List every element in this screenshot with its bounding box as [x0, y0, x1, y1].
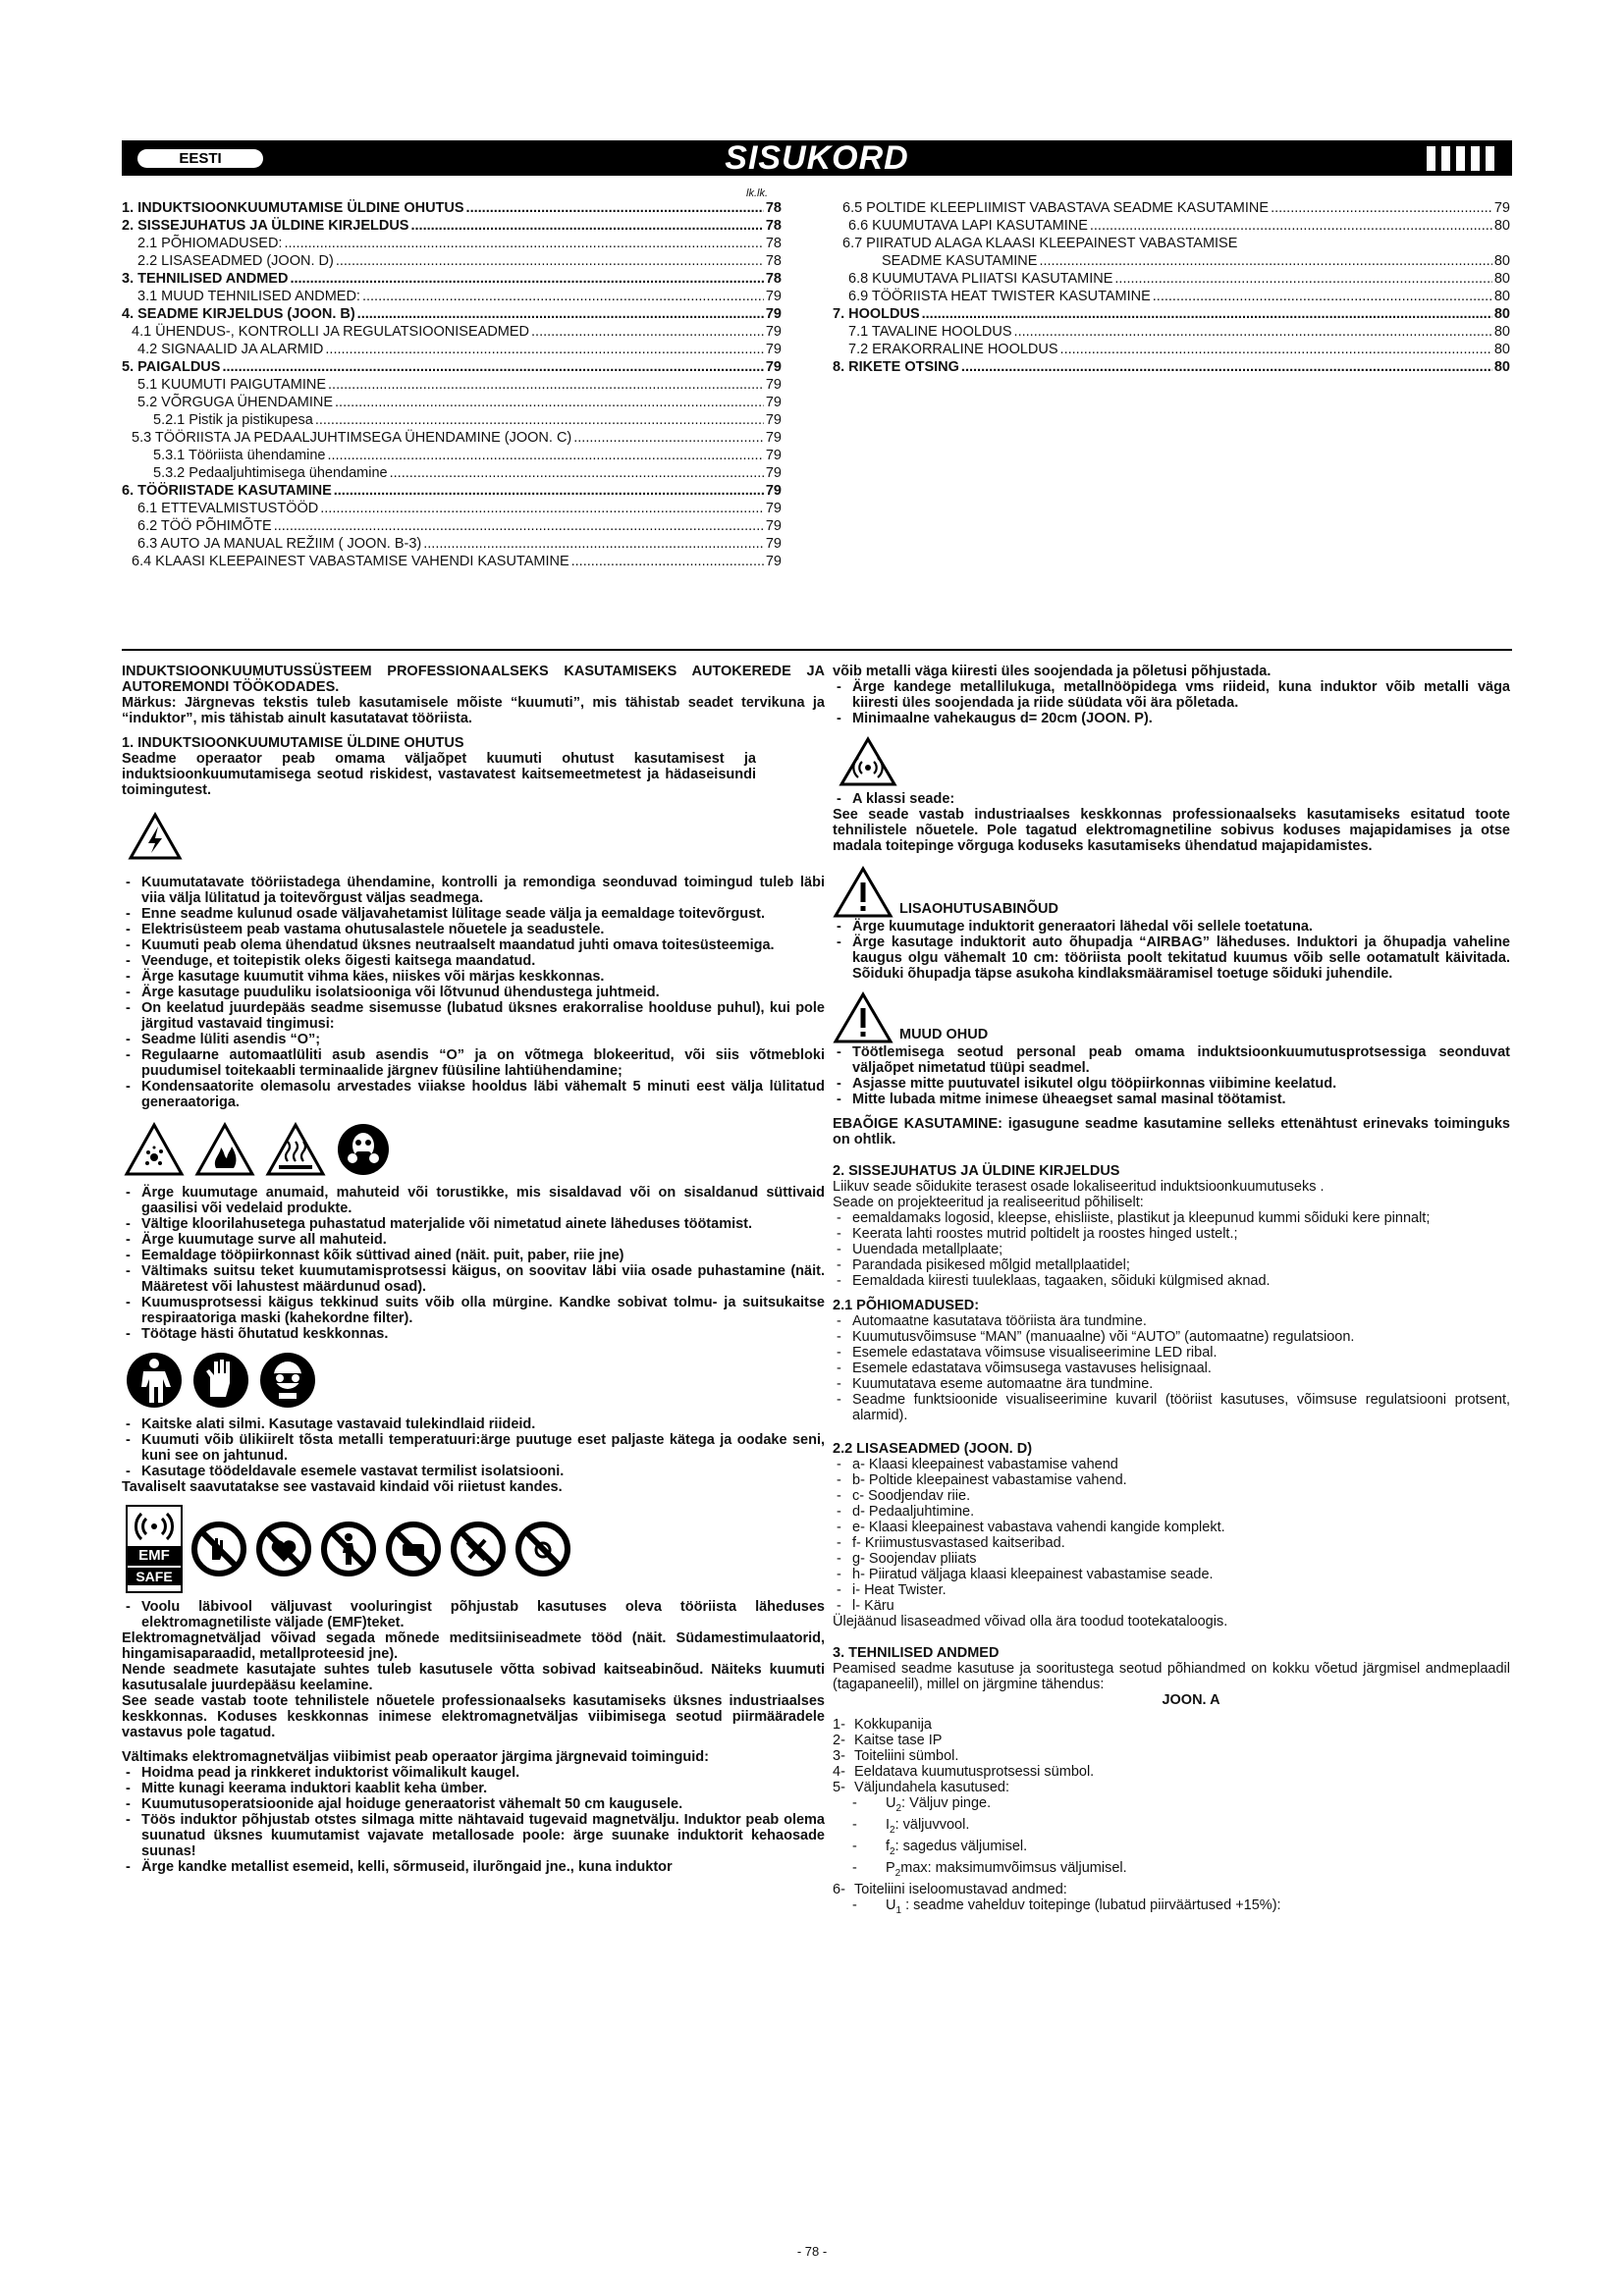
list-item: - Minimaalne vahekaugus d= 20cm (JOON. P).: [833, 711, 1510, 726]
list-item: - f- Kriimustusvastased kaitseribad.: [833, 1535, 1510, 1551]
toc-leader-dots: [334, 482, 764, 500]
toc-entry: [833, 199, 1510, 217]
symbol-subscript: 2: [894, 1867, 901, 1879]
list-item: - Vältige kloorilahusetega puhastatud materjalide või nimetatud ainete läheduses töötamist.: [122, 1216, 825, 1232]
sub-list-item: [833, 1897, 1510, 1919]
list-item: - g- Soojendav pliiats: [833, 1551, 1510, 1567]
item-number: 2-: [833, 1733, 845, 1748]
hot-surface-hazard-icon: [265, 1122, 326, 1177]
toc-entry-title: 5.1 KUUMUTI PAIGUTAMINE: [137, 377, 327, 393]
toc-entry-title: 2.2 LISASEADMED (JOON. D): [137, 253, 334, 269]
list-item: - Esemele edastatava võimsusega vastavuses helisignaal.: [833, 1361, 1510, 1376]
toc-entry-page: 79: [765, 306, 782, 322]
header-bars-decoration: [1427, 146, 1494, 171]
list-item: - Töös induktor põhjustab otstes silmaga mitte nähtavaid tugevaid magnetvälju. Induktor peab olema suunatud üksnes kuumutamist vajavate metallosade poole: ärge suunake induktorit kehaosade suunas!: [122, 1812, 825, 1859]
toc-entry-title: SEADME KASUTAMINE: [882, 253, 1038, 269]
toc-entry-page: 79: [765, 324, 782, 340]
language-label: EESTI: [137, 149, 263, 168]
section-3-title: 3. TEHNILISED ANDMED: [833, 1645, 1000, 1661]
protective-clothing-icon: [126, 1352, 183, 1409]
list-item: - Kasutage töödeldavale esemele vastavat termilist isolatsiooni.: [122, 1464, 825, 1479]
list-item: - Mitte lubada mitme inimese üheaegset samal masinal töötamist.: [833, 1092, 1510, 1107]
toc-entry-title: 2. SISSEJUHATUS JA ÜLDINE KIRJELDUS: [122, 218, 409, 234]
toc-entry: [833, 305, 1510, 323]
list-item: - Regulaarne automaatlüliti asub asendis “O” ja on võtmega blokeeritud, või siis võtmebloki puudumisel toitekaabli terminaalide järgnev füüsiline lahtiühendamine;: [122, 1047, 825, 1079]
toc-entry-title: 3. TEHNILISED ANDMED: [122, 271, 289, 287]
toc-leader-dots: [328, 376, 764, 394]
toc-entry-title: 4. SEADME KIRJELDUS (JOON. B): [122, 306, 355, 322]
toc-entry: [833, 235, 1510, 252]
toc-entry: [122, 482, 782, 500]
no-pacemaker-icon: [255, 1521, 312, 1577]
toc-entry-title: 6.1 ETTEVALMISTUSTÖÖD: [137, 501, 319, 516]
rating-plate-list: [833, 1717, 1510, 1918]
toc-leader-dots: [571, 553, 764, 570]
symbol: U: [886, 1896, 896, 1913]
list-item: - h- Piiratud väljaga klaasi kleepainest vabastamise seade.: [833, 1567, 1510, 1582]
toc-entry-page: 80: [1493, 271, 1510, 287]
list-item: - Kuumutatavate tööriistadega ühendamine, kontrolli ja remondiga seonduvad toimingud tuleb läbi viia välja lülitatud ja toitevõrgust väljas seadmega.: [122, 875, 825, 906]
toc-entry: [122, 500, 782, 517]
list-item: - c- Soodjendav riie.: [833, 1488, 1510, 1504]
toc-entry: [833, 288, 1510, 305]
toc-entry-page: 79: [765, 342, 782, 357]
sub-list-item: [833, 1860, 1510, 1882]
toc-entry-title: 2.1 PÕHIOMADUSED:: [137, 236, 283, 251]
symbol: I: [886, 1816, 891, 1833]
toc-entry: [833, 217, 1510, 235]
toc-entry-title: 5.2.1 Pistik ja pistikupesa: [153, 412, 313, 428]
symbol: U: [886, 1795, 896, 1811]
right-text-column: [833, 664, 1510, 1918]
emf-label: EMF: [128, 1546, 181, 1566]
list-item: - Kuumutatava eseme automaatne ära tundmine.: [833, 1376, 1510, 1392]
toc-entry-page: 79: [765, 395, 782, 410]
list-item: - Automaatne kasutatava tööriista ära tundmine.: [833, 1313, 1510, 1329]
list-item: - Ärge kasutage kuumutit vihma käes, niiskes või märjas keskkonnas.: [122, 969, 825, 985]
toc-entry-page: 79: [765, 430, 782, 446]
toc-entry-page: 78: [765, 200, 782, 216]
list-item: - Ärge kandke metallist esemeid, kelli, sõrmuseid, ilurõngaid jne., kuna induktor: [122, 1859, 825, 1875]
list-item: - e- Klaasi kleepainest vabastava vahendi kangide komplekt.: [833, 1520, 1510, 1535]
item-text: Kokkupanija: [854, 1717, 932, 1733]
item-text: : Väljuv pinge.: [901, 1795, 992, 1811]
toc-entry-page: 79: [765, 518, 782, 534]
list-item: - Hoidma pead ja rinkkeret induktorist võimalikult kaugel.: [122, 1765, 825, 1781]
toc-entry-page: 80: [1493, 306, 1510, 322]
section-2-1-title: 2.1 PÕHIOMADUSED:: [833, 1298, 980, 1313]
item-text: : väljuvvool.: [894, 1816, 970, 1833]
toc-leader-dots: [961, 358, 1492, 376]
toc-leader-dots: [1090, 217, 1492, 235]
features-list: [833, 1313, 1510, 1423]
improper-use-text: EBAÕIGE KASUTAMINE: igasugune seadme kasutamine selleks ettenähtust erinevaks toiminguks on ohtlik.: [833, 1116, 1510, 1148]
toc-entry: [122, 217, 782, 235]
fire-safety-list: [122, 1185, 825, 1342]
toc-leader-dots: [1060, 341, 1492, 358]
list-item: - Elektrisüsteem peab vastama ohutusalastele nõuetele ja seadustele.: [122, 922, 825, 937]
no-watches-icon: [385, 1521, 442, 1577]
toc-entry-page: 79: [765, 501, 782, 516]
list-item: - Keerata lahti roostes mutrid poltidelt ja roostes hinged ustelt.;: [833, 1226, 1510, 1242]
explosion-hazard-icon: [124, 1122, 185, 1177]
item-number: 1-: [833, 1717, 845, 1733]
list-item: [833, 1780, 1510, 1795]
toc-entry-title: 6.5 POLTIDE KLEEPLIIMIST VABASTAVA SEADME KASUTAMINE: [842, 200, 1270, 216]
toc-entry: [122, 394, 782, 411]
continued-text: võib metalli väga kiiresti üles soojendada ja põletusi põhjustada.: [833, 664, 1272, 679]
list-item: - Kaitske alati silmi. Kasutage vastavaid tulekindlaid riideid.: [122, 1416, 825, 1432]
item-text: Toiteliini iseloomustavad andmed:: [854, 1881, 1067, 1897]
toc-entry: [122, 464, 782, 482]
list-item: - Mitte kunagi keerama induktori kaablit keha ümber.: [122, 1781, 825, 1796]
emf-safe-icon: [126, 1505, 183, 1593]
toc-leader-dots: [315, 411, 764, 429]
toc-leader-dots: [327, 447, 763, 464]
toc-leader-dots: [573, 429, 764, 447]
left-text-column: [122, 664, 825, 1875]
list-item: [833, 1717, 1510, 1733]
list-item: - Kuumuti võib ülikiirelt tõsta metalli temperatuuri:ärge puutuge eset paljaste kätega ja oodake seni, kuni see on jahtunud.: [122, 1432, 825, 1464]
safety-goggles-icon: [259, 1352, 316, 1409]
toc-entry-page: 78: [765, 236, 782, 251]
list-item: - Uuendada metallplaate;: [833, 1242, 1510, 1257]
list-item: [833, 1764, 1510, 1780]
toc-leader-dots: [357, 305, 764, 323]
toc-leader-dots: [1114, 270, 1491, 288]
sub-list-item: [833, 1817, 1510, 1839]
toc-entry-title: 6. TÖÖRIISTADE KASUTAMINE: [122, 483, 332, 499]
list-item: - Seadme lüliti asendis “O”;: [122, 1032, 825, 1047]
toc-entry-title: 6.6 KUUMUTAVA LAPI KASUTAMINE: [848, 218, 1088, 234]
section-header-bar: [122, 140, 1512, 176]
toc-entry: [122, 411, 782, 429]
toc-entry-title: 5.3 TÖÖRIISTA JA PEDAALJUHTIMSEGA ÜHENDAMINE (JOON. C): [132, 430, 572, 446]
list-item: - Kuumuti peab olema ühendatud üksnes neutraalselt maandatud juhti omava toitesüsteemiga.: [122, 937, 825, 953]
toc-entry-page: 80: [1493, 359, 1510, 375]
list-item: - Kondensaatorite olemasolu arvestades viiakse hooldus läbi vähemalt 5 minuti eest välja lülitatud generaatoriga.: [122, 1079, 825, 1110]
toc-entry-page: 79: [765, 465, 782, 481]
no-tools-icon: [450, 1521, 507, 1577]
toc-leader-dots: [1014, 323, 1492, 341]
flammable-hazard-icon: [194, 1122, 255, 1177]
item-text: Toiteliini sümbol.: [854, 1748, 959, 1764]
respirator-mask-icon: [336, 1122, 391, 1177]
caution-icon: [833, 866, 893, 919]
toc-entry-page: 79: [765, 377, 782, 393]
toc-entry: [122, 252, 782, 270]
toc-entry-page: 79: [1493, 200, 1510, 216]
intro-note: Märkus: Järgnevas tekstis tuleb kasutamisele mõiste “kuumuti”, mis tähistab seadet tervikuna ja “induktor”, mis tähistab ainult kasutatavat tööriista.: [122, 695, 825, 726]
section-1-title: 1. INDUKTSIOONKUUMUTAMISE ÜLDINE OHUTUS: [122, 735, 464, 751]
list-item: - d- Pedaaljuhtimine.: [833, 1504, 1510, 1520]
emf-safe-label: SAFE: [128, 1568, 181, 1585]
toc-entry: [833, 252, 1510, 270]
toc-entry-title: 3.1 MUUD TEHNILISED ANDMED:: [137, 289, 360, 304]
no-metal-implants-icon: [320, 1521, 377, 1577]
emf-precautions-list: [122, 1765, 825, 1875]
toc-entry: [122, 288, 782, 305]
symbol: P: [886, 1859, 895, 1876]
list-item: - Töötage hästi õhutatud keskkonnas.: [122, 1326, 825, 1342]
radio-waves-hazard-icon: [839, 736, 897, 787]
caution-icon: [833, 991, 893, 1044]
list-item: - Töötlemisega seotud personal peab omama induktsioonkuumutusprotsessiga seonduvat väljaõpet nimetatud tüüpi seadmel.: [833, 1044, 1510, 1076]
toc-entry-page: 79: [765, 359, 782, 375]
toc-entry-page: 79: [765, 289, 782, 304]
section-2-list: [833, 1210, 1510, 1289]
list-item: - On keelatud juurdepääs seadme sisemusse (lubatud üksnes erakorralise hoolduse puhul), kui pole järgitud vastavaid tingimusi:: [122, 1000, 825, 1032]
toc-entry-title: 5. PAIGALDUS: [122, 359, 221, 375]
toc-entry: [122, 429, 782, 447]
protective-gloves-icon: [192, 1352, 249, 1409]
list-item: - Ärge kuumutage induktorit generaatori lähedal või sellele toetatuna.: [833, 919, 1510, 934]
figure-a-label: JOON. A: [1162, 1692, 1220, 1708]
toc-entry: [122, 535, 782, 553]
item-text: Väljundahela kasutused:: [854, 1780, 1010, 1795]
emf-paragraph-1: Elektromagnetväljad võivad segada mõnede meditsiiniseadmete tööd (näit. Südamestimulaatorid, hingamisaparaadid, metallproteesid jne).: [122, 1630, 825, 1662]
ppe-note: Tavaliselt saavutatakse see vastavaid kindaid või riietust kandes.: [122, 1479, 563, 1495]
toc-entry-title: 5.3.1 Tööriista ühendamine: [153, 448, 326, 463]
item-number: 5-: [833, 1780, 845, 1795]
item-number: 4-: [833, 1764, 845, 1780]
electrical-safety-list: [122, 875, 825, 1110]
list-item: - Esemele edastatava võimsuse visualiseerimine LED ribal.: [833, 1345, 1510, 1361]
emf-paragraph-4: Vältimaks elektromagnetväljas viibimist peab operaator järgima järgnevaid toiminguid:: [122, 1749, 709, 1765]
toc-entry: [833, 341, 1510, 358]
list-item: - b- Poltide kleepainest vabastamise vahend.: [833, 1472, 1510, 1488]
toc-leader-dots: [466, 199, 764, 217]
class-a-title: - A klassi seade:: [833, 791, 1510, 807]
toc-leader-dots: [1271, 199, 1492, 217]
toc-entry-title: 4.2 SIGNAALID JA ALARMID: [137, 342, 324, 357]
list-item: - Ärge kasutage induktorit auto õhupadja “AIRBAG” läheduses. Induktori ja õhupadja vaheline kaugus olgu vähemalt 10 cm: tööriista poolt tekitatud kuumus võib selle ootamatult käivitada. Sõiduki õhupadja täpse asukoha kindlaksmääramisel toetuge sõiduki juhendile.: [833, 934, 1510, 982]
toc-entry-page: 78: [765, 253, 782, 269]
toc-entry-title: 7.2 ERAKORRALINE HOOLDUS: [848, 342, 1058, 357]
section-1-text: Seadme operaator peab omama väljaõpet kuumuti ohutust kasutamisest ja induktsioonkuumutamisega seotud riskidest, vastavatest kaitsemeetmetest ja hädaseisundi toimingutest.: [122, 751, 756, 798]
toc-entry-page: 80: [1493, 289, 1510, 304]
extra-precautions-title: LISAOHUTUSABINÕUD: [899, 901, 1058, 917]
toc-entry: [122, 270, 782, 288]
toc-entry-title: 6.7 PIIRATUD ALAGA KLAASI KLEEPAINEST VABASTAMISE: [842, 236, 1238, 251]
list-item: - Kuumusprotsessi käigus tekkinud suits võib olla mürgine. Kandke sobivat tolmu- ja suitsukaitse respiraatoriga maski (kahekordne filter).: [122, 1295, 825, 1326]
list-item: - a- Klaasi kleepainest vabastamise vahend: [833, 1457, 1510, 1472]
toc-entry-title: 7. HOOLDUS: [833, 306, 920, 322]
symbol-subscript: 2: [895, 1802, 902, 1814]
list-item: - Vältimaks suitsu teket kuumutamisprotsessi käigus, on soovitav läbi viia osade puhastamine (näit. Määretest või lahustest määrdunud osad).: [122, 1263, 825, 1295]
toc-entry: [833, 323, 1510, 341]
item-text: Kaitse tase IP: [854, 1733, 943, 1748]
electric-hazard-icon: [128, 812, 183, 861]
section-2-paragraph-1: Liikuv seade sõidukite terasest osade lokaliseeritud induktsioonkuumutuseks .: [833, 1179, 1325, 1195]
symbol-subscript: 1: [895, 1904, 902, 1916]
emf-paragraph-2: Nende seadmete kasutajate suhtes tuleb kasutusele võtta sobivad kaitseabinõud. Näiteks kuumuti kasutusalale juurdepääsu keelamine.: [122, 1662, 825, 1693]
toc-entry-page: 78: [765, 271, 782, 287]
page-title: SISUKORD: [725, 139, 909, 177]
list-item: - Ärge kuumutage anumaid, mahuteid või torustikke, mis sisaldavad või on sisaldanud süttivaid gaasilisi või vedelaid produkte.: [122, 1185, 825, 1216]
toc-entry-title: 6.9 TÖÖRIISTA HEAT TWISTER KASUTAMINE: [848, 289, 1151, 304]
other-hazards-list: [833, 1044, 1510, 1107]
toc-entry-page: 79: [765, 412, 782, 428]
accessories-note: Ülejäänud lisaseadmed võivad olla ära toodud tootekataloogis.: [833, 1614, 1228, 1629]
list-item: - i- Heat Twister.: [833, 1582, 1510, 1598]
section-divider: [122, 649, 1512, 651]
list-item: - Veenduge, et toitepistik oleks õigesti kaitsega maandatud.: [122, 953, 825, 969]
toc-entry: [122, 235, 782, 252]
list-item: - Enne seadme kulunud osade väljavahetamist lülitage seade välja ja eemaldage toitevõrgust.: [122, 906, 825, 922]
toc-leader-dots: [423, 535, 764, 553]
list-item: - eemaldamaks logosid, kleepse, ehisliiste, plastikut ja kleepunud kummi sõiduki kere pinnalt;: [833, 1210, 1510, 1226]
radio-waves-icon: [132, 1507, 177, 1546]
list-item: - Parandada pisikesed mõlgid metallplaatidel;: [833, 1257, 1510, 1273]
item-text: Eeldatava kuumutusprotsessi sümbol.: [854, 1764, 1095, 1780]
toc-entry-page: 79: [765, 554, 782, 569]
emf-paragraph-3: See seade vastab toote tehnilistele nõuetele professionaalseks kasutamiseks üksnes industriaalses keskkonnas. Koduses keskkonnas inimese elektromagnetväljas viibimisega seotud piirmääradele vastavus pole tagatud.: [122, 1693, 825, 1740]
toc-entry: [122, 341, 782, 358]
toc-leader-dots: [325, 341, 763, 358]
item-text: : seadme vahelduv toitepinge (lubatud piirväärtused +15%):: [901, 1896, 1281, 1913]
toc-entry-page: 80: [1493, 342, 1510, 357]
toc-entry: [122, 517, 782, 535]
section-2-paragraph-2: Seade on projekteeritud ja realiseeritud põhiliselt:: [833, 1195, 1144, 1210]
toc-entry: [122, 305, 782, 323]
symbol: f: [886, 1838, 891, 1854]
item-text: max: maksimumvõimsus väljumisel.: [900, 1859, 1127, 1876]
toc-entry-page: 80: [1493, 253, 1510, 269]
no-jewelry-icon: [514, 1521, 571, 1577]
toc-entry-page: 80: [1493, 218, 1510, 234]
list-item: - Kuumutusvõimsuse “MAN” (manuaalne) või “AUTO” (automaatne) regulatsioon.: [833, 1329, 1510, 1345]
toc-entry: [122, 358, 782, 376]
list-item: - Eemaldage tööpiirkonnast kõik süttivad ained (näit. puit, paber, riie jne): [122, 1248, 825, 1263]
toc-leader-dots: [290, 270, 763, 288]
toc-entry-title: 6.2 TÖÖ PÕHIMÕTE: [137, 518, 272, 534]
extra-precautions-list: [833, 919, 1510, 982]
sub-list-item: [833, 1839, 1510, 1860]
toc-leader-dots: [336, 252, 764, 270]
list-item: - Voolu läbivool väljuvast vooluringist põhjustab kasutuses oleva tööriista läheduses elektromagnetiliste väljade (EMF)teket.: [122, 1599, 825, 1630]
item-text: : sagedus väljumisel.: [894, 1838, 1028, 1854]
list-item: - Kuumutusoperatsioonide ajal hoiduge generaatorist vähemalt 50 cm kaugusele.: [122, 1796, 825, 1812]
list-item: - Seadme funktsioonide visualiseerimine kuvaril (tööriist kasutuses, võimsuse regulatsiooni protsent, alarmid).: [833, 1392, 1510, 1423]
toc-entry-page: 80: [1493, 324, 1510, 340]
list-item: - l- Käru: [833, 1598, 1510, 1614]
item-number: 3-: [833, 1748, 845, 1764]
toc-entry-title: 4.1 ÜHENDUS-, KONTROLLI JA REGULATSIOONISEADMED: [132, 324, 530, 340]
toc-entry-title: 5.2 VÕRGUGA ÜHENDAMINE: [137, 395, 334, 410]
toc-leader-dots: [1039, 252, 1491, 270]
list-item: [833, 1882, 1510, 1897]
toc-entry: [122, 447, 782, 464]
toc-leader-dots: [335, 394, 764, 411]
item-number: 6-: [833, 1881, 845, 1897]
toc-entry: [122, 323, 782, 341]
toc-entry-title: 1. INDUKTSIOONKUUMUTAMISE ÜLDINE OHUTUS: [122, 200, 464, 216]
section-2-title: 2. SISSEJUHATUS JA ÜLDINE KIRJELDUS: [833, 1163, 1120, 1179]
intro-title: INDUKTSIOONKUUMUTUSSÜSTEEM PROFESSIONAALSEKS KASUTAMISEKS AUTOKEREDE JA AUTOREMONDI TÖÖKODADES.: [122, 664, 825, 695]
toc-entry-title: 6.8 KUUMUTAVA PLIIATSI KASUTAMINE: [848, 271, 1113, 287]
symbol-subscript: 2: [890, 1845, 895, 1857]
list-item: - Asjasse mitte puutuvatel isikutel olgu tööpiirkonnas viibimine keelatud.: [833, 1076, 1510, 1092]
section-2-2-title: 2.2 LISASEADMED (JOON. D): [833, 1441, 1033, 1457]
list-item: [833, 1748, 1510, 1764]
list-item: - Ärge kasutage puuduliku isolatsiooniga või lõtvunud ühendustega juhtmeid.: [122, 985, 825, 1000]
toc-entry-page: 79: [765, 536, 782, 552]
other-hazards-title: MUUD OHUD: [899, 1027, 989, 1042]
toc-entry: [122, 376, 782, 394]
toc-leader-dots: [531, 323, 764, 341]
toc-entry-title: 5.3.2 Pedaaljuhtimisega ühendamine: [153, 465, 388, 481]
ppe-list: [122, 1416, 825, 1479]
page-number: - 78 -: [796, 2244, 828, 2259]
toc-leader-dots: [222, 358, 763, 376]
toc-entry: [122, 553, 782, 570]
list-item: - Ärge kandege metallilukuga, metallnööpidega vms riideid, kuna induktor võib metalli väga kiiresti üles soojendada ja riide süüdata või ära põletada.: [833, 679, 1510, 711]
toc-leader-dots: [390, 464, 764, 482]
toc-entry: [833, 270, 1510, 288]
toc-entry-page: 78: [765, 218, 782, 234]
list-item: [833, 1733, 1510, 1748]
no-hand-contact-icon: [190, 1521, 247, 1577]
toc-right-column: [833, 199, 1510, 376]
toc-entry-page: 79: [765, 448, 782, 463]
accessories-list: [833, 1457, 1510, 1614]
toc-leader-dots: [410, 217, 763, 235]
section-3-text: Peamised seadme kasutuse ja sooritustega seotud põhiandmed on kokku võetud järgmisel andmeplaadil (tagapaneelil), millel on järgmine tähendus:: [833, 1661, 1510, 1692]
list-item: - Ärge kuumutage surve all mahuteid.: [122, 1232, 825, 1248]
toc-entry-title: 8. RIKETE OTSING: [833, 359, 959, 375]
toc-entry-title: 6.4 KLAASI KLEEPAINEST VABASTAMISE VAHENDI KASUTAMINE: [132, 554, 569, 569]
symbol-subscript: 2: [890, 1824, 895, 1836]
toc-leader-dots: [362, 288, 764, 305]
toc-leader-dots: [274, 517, 764, 535]
toc-page-column-label: lk.lk.: [746, 187, 768, 199]
toc-leader-dots: [284, 235, 763, 252]
list-item: - Eemaldada kiiresti tuuleklaas, tagaaken, sõiduki külgmised aknad.: [833, 1273, 1510, 1289]
clothing-precautions-list: [833, 679, 1510, 726]
toc-entry: [122, 199, 782, 217]
toc-entry-title: 7.1 TAVALINE HOOLDUS: [848, 324, 1012, 340]
emf-list: [122, 1599, 825, 1630]
toc-entry: [833, 358, 1510, 376]
class-a-text: See seade vastab industriaalses keskkonnas professionaalseks kasutamiseks esitatud toote tehnilistele nõuetele. Pole tagatud elektromagnetiline sobivus koduses majapidamises ja otse madala toitepinge võrguga koduseks kasutamiseks ühendatud majapidamistes.: [833, 807, 1510, 854]
toc-entry-title: 6.3 AUTO JA MANUAL REŽIIM ( JOON. B-3): [137, 536, 422, 552]
toc-leader-dots: [1153, 288, 1492, 305]
toc-leader-dots: [320, 500, 764, 517]
toc-leader-dots: [922, 305, 1492, 323]
toc-left-column: [122, 199, 782, 570]
toc-entry-page: 79: [765, 483, 782, 499]
sub-list-item: [833, 1795, 1510, 1817]
